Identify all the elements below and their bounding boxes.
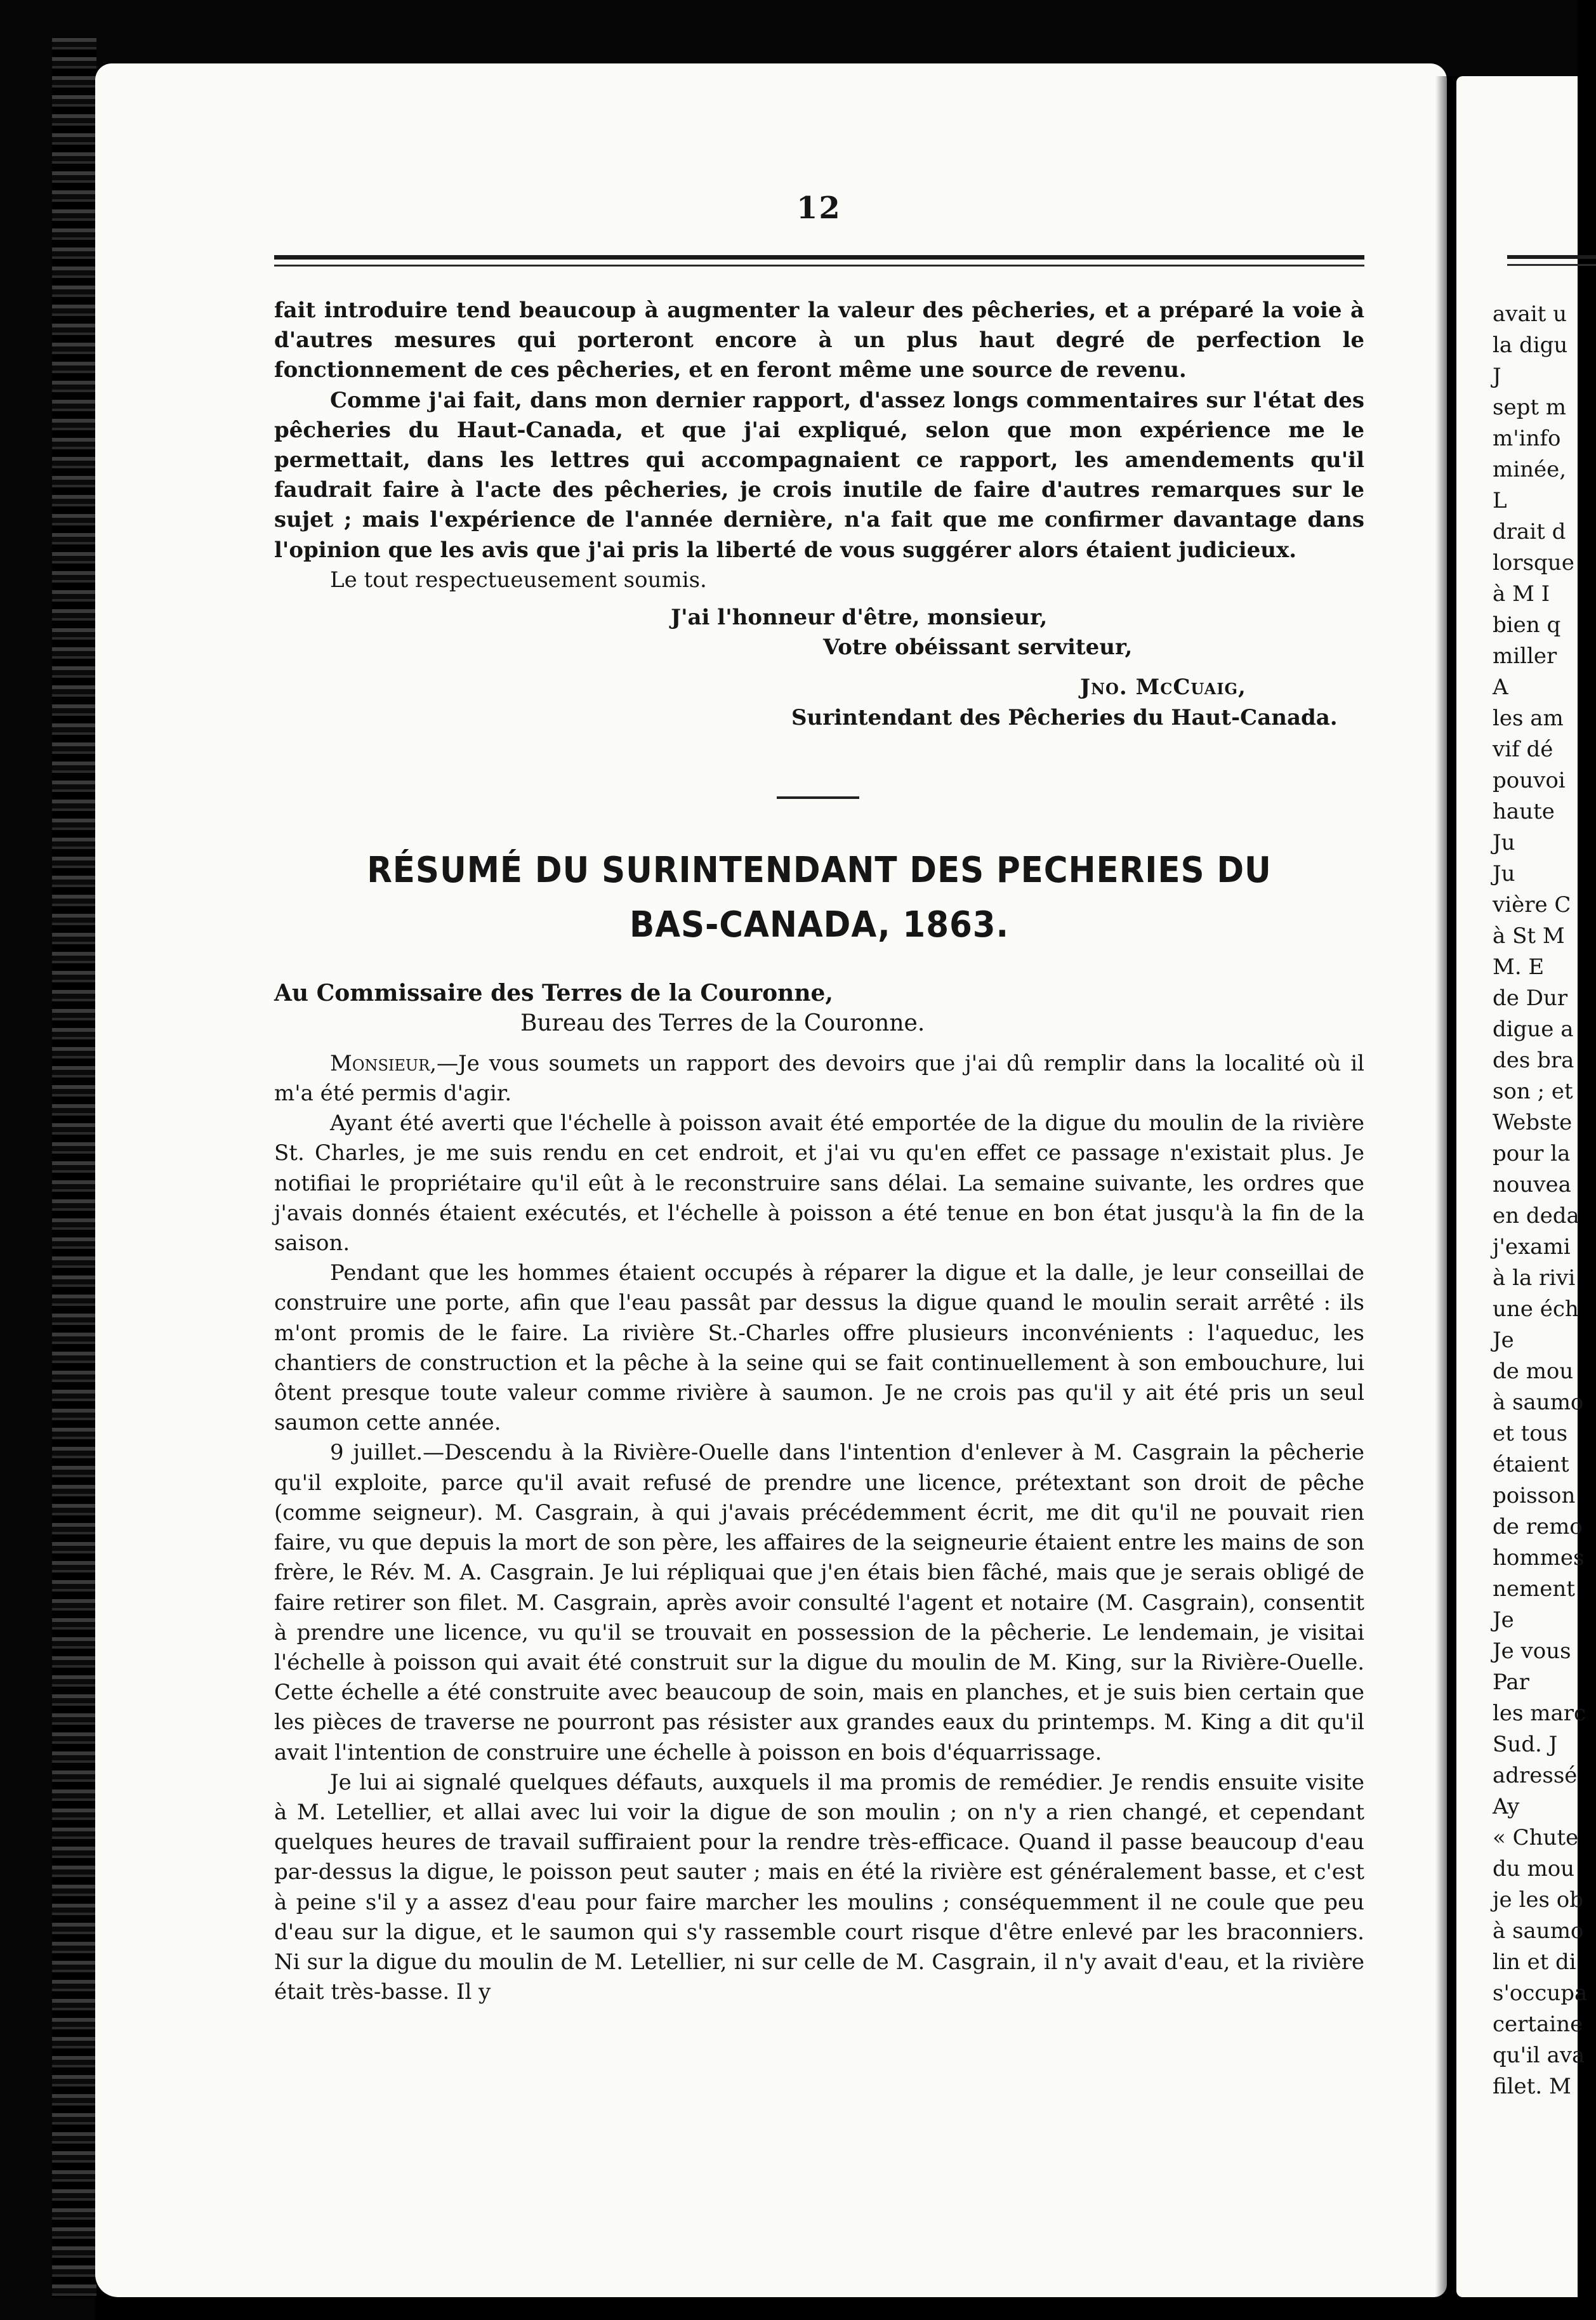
body-paragraph-1 xyxy=(274,1049,1364,1109)
section-separator xyxy=(777,796,859,799)
address-recipient: Au Commissaire des Terres de la Couronne, xyxy=(274,979,833,1006)
adjacent-text-line: qu'il ava xyxy=(1493,2043,1585,2068)
adjacent-text-line: pour la xyxy=(1493,1141,1571,1166)
adjacent-text-line: Sud. J xyxy=(1493,1732,1558,1757)
adjacent-text-line: vière C xyxy=(1493,892,1571,918)
adjacent-text-line: étaient xyxy=(1493,1452,1569,1477)
adjacent-text-line: vif dé xyxy=(1493,737,1553,762)
adjacent-text-line: drait d xyxy=(1493,519,1566,544)
header-rule-thick xyxy=(274,255,1364,260)
adjacent-text-line: Je xyxy=(1493,1607,1514,1633)
adjacent-text-line: son ; et xyxy=(1493,1079,1573,1104)
adjacent-text-line: du mou xyxy=(1493,1856,1575,1882)
adjacent-text-line: Par xyxy=(1493,1670,1529,1695)
adjacent-rule-thick xyxy=(1507,255,1596,259)
body-paragraph-5: Je lui ai signalé quelques défauts, auxquels il ma promis de remédier. Je rendis ensuite visite à M. Letellier, et allai avec lui voir la digue de son moulin ; on n'y a rien changé, et cependant quelques heures de travail suffiraient pour la rendre très-efficace. Quand il passe beaucoup d'eau par-dessus la digue, le poisson peut sauter ; mais en été la rivière est généralement basse, et c'est à peine s'il y a assez d'eau pour faire marcher les moulins ; conséquemment il ne coule que peu d'eau sur la digue, et le saumon qui s'y rassemble court risque d'être enlevé par les braconniers. Ni sur la digue du moulin de M. Letellier, ni sur celle de M. Casgrain, il n'y avait d'eau, et la rivière était très-basse. Il y xyxy=(274,1769,1364,2005)
adjacent-text-line: de remo xyxy=(1493,1514,1583,1539)
closing-servant: Votre obéissant serviteur, xyxy=(823,635,1133,661)
adjacent-text-line: certaine xyxy=(1493,2012,1583,2037)
adjacent-text-line: à la rivi xyxy=(1493,1265,1576,1291)
adjacent-text-line: digue a xyxy=(1493,1017,1574,1042)
body-paragraph-3: Pendant que les hommes étaient occupés à réparer la digue et la dalle, je leur conseillai de construire une porte, afin que l'eau passât par dessus la digue quand le moulin serait arrêté : ils m'ont promis de le faire. La rivière St.-Charles offre plusieurs inconvénients : l'aqueduc, les chantiers de construction et la pêche à la seine qui se fait continuellement à son embouchure, lui ôtent presque toute valeur comme rivière à saumon. Je ne crois pas qu'il y ait été pris un seul saumon cette année. xyxy=(274,1260,1364,1436)
adjacent-text-line: minée, xyxy=(1493,457,1567,482)
adjacent-text-line: de mou xyxy=(1493,1359,1574,1384)
adjacent-text-line: les am xyxy=(1493,706,1564,731)
adjacent-text-line: et tous xyxy=(1493,1421,1568,1446)
signature-name xyxy=(274,673,1364,702)
book-binding-edge xyxy=(52,38,96,2297)
adjacent-text-line: je les ob xyxy=(1493,1887,1583,1913)
adjacent-text-line: pouvoi xyxy=(1493,768,1566,793)
body-paragraph-1-text: —Je vous soumets un rapport des devoirs que j'ai dû remplir dans la localité où il m'a été permis d'agir. xyxy=(274,1050,1364,1107)
adjacent-text-line: poisson xyxy=(1493,1483,1576,1508)
adjacent-text-line: Ay xyxy=(1493,1794,1520,1819)
adjacent-rule-thin xyxy=(1507,264,1596,266)
adjacent-text-line: Je vous xyxy=(1493,1638,1571,1664)
adjacent-text-line: j'exami xyxy=(1493,1234,1571,1260)
closing-salutation: J'ai l'honneur d'être, monsieur, xyxy=(671,605,1048,631)
adjacent-text-line: lorsque xyxy=(1493,550,1574,576)
intro-paragraph-2: Comme j'ai fait, dans mon dernier rapport, d'assez longs commentaires sur l'état des pêcheries du Haut-Canada, et que j'ai expliqué, selon que mon expérience me le permettait, dans les lettres qui accompagnaient ce rapport, les amendements qu'il faudrait faire à l'acte des pêcheries, je crois inutile de faire d'autres remarques sur le sujet ; mais l'expérience de l'année dernière, n'a fait que me confirmer davantage dans l'opinion que les avis que j'ai pris la liberté de vous suggérer alors étaient judicieux. xyxy=(274,387,1364,563)
adjacent-text-line: filet. M xyxy=(1493,2074,1571,2099)
adjacent-text-line: sept m xyxy=(1493,395,1567,420)
body-paragraph-4: 9 juillet.—Descendu à la Rivière-Ouelle dans l'intention d'enlever à M. Casgrain la pêcherie qu'il exploite, parce qu'il avait refusé de prendre une licence, prétextant son droit de pêche (comme seigneur). M. Casgrain, à qui j'avais précédemment écrit, me dit qu'il ne pouvait rien faire, vu que depuis la mort de son père, les affaires de la seigneurie étaient entre les mains de son frère, le Rév. M. A. Casgrain. Je lui répliquai que j'en étais bien fâché, mais que je serais obligé de faire retirer son filet. M. Casgrain, après avoir consulté l'agent et notaire (M. Casgrain), consentit à prendre une licence, vu qu'il se trouvait en possession de la pêcherie. Le lendemain, je visitai l'échelle à poisson qui avait été construit sur la digue du moulin de M. King, sur la Rivière-Ouelle. Cette échelle a été construite avec beaucoup de soin, mais en planches, et je suis bien certain que les pièces de traverse ne pourront pas résister aux grandes eaux du printemps. M. King a dit qu'il avait l'intention de construire une échelle à poisson en bois d'équarrissage. xyxy=(274,1440,1364,1765)
adjacent-text-line: des bra xyxy=(1493,1048,1574,1073)
adjacent-text-line: Webste xyxy=(1493,1110,1573,1135)
signature-text: Jno. McCuaig, xyxy=(1080,675,1246,701)
header-rule-thin xyxy=(274,265,1364,267)
adjacent-text-line: hommes xyxy=(1493,1545,1585,1571)
salutation: Monsieur, xyxy=(330,1050,437,1076)
address-office: Bureau des Terres de la Couronne. xyxy=(520,1010,925,1036)
adjacent-text-line: A xyxy=(1493,675,1508,700)
adjacent-text-line: L xyxy=(1493,488,1507,513)
section-title xyxy=(318,843,1321,952)
adjacent-text-line: à M I xyxy=(1493,581,1550,607)
adjacent-text-line: à St M xyxy=(1493,923,1565,949)
adjacent-text-line: nouvea xyxy=(1493,1172,1571,1197)
adjacent-text-line: Ju xyxy=(1493,830,1515,855)
adjacent-text-line: avait u xyxy=(1493,301,1567,327)
adjacent-text-line: s'occupa xyxy=(1493,1981,1588,2006)
adjacent-text-line: Je xyxy=(1493,1328,1514,1353)
signature-title: Surintendant des Pêcheries du Haut-Canada. xyxy=(791,704,1338,730)
intro-paragraph-3: Le tout respectueusement soumis. xyxy=(330,567,707,593)
adjacent-text-line: lin et di xyxy=(1493,1949,1576,1975)
report-body xyxy=(274,1049,1364,2008)
adjacent-text-line: les marc xyxy=(1493,1701,1586,1726)
adjacent-text-line: la digu xyxy=(1493,333,1568,358)
adjacent-text-line: de Dur xyxy=(1493,985,1568,1011)
adjacent-text-line: adressé xyxy=(1493,1763,1578,1788)
adjacent-text-line: « Chute xyxy=(1493,1825,1579,1850)
adjacent-page-fragment xyxy=(1456,76,1588,2297)
adjacent-text-line: Ju xyxy=(1493,861,1515,886)
section-title-line-1: RÉSUMÉ DU SURINTENDANT DES PECHERIES DU xyxy=(367,849,1272,891)
adjacent-text-line: J xyxy=(1493,364,1501,389)
adjacent-text-line: nement xyxy=(1493,1576,1575,1602)
section-title-line-2: BAS-CANADA, 1863. xyxy=(629,904,1009,946)
adjacent-text-line: une éch xyxy=(1493,1296,1579,1322)
adjacent-text-line: haute xyxy=(1493,799,1555,824)
adjacent-text-line: bien q xyxy=(1493,612,1561,638)
adjacent-text-line: à saumo xyxy=(1493,1390,1584,1415)
page-number: 12 xyxy=(796,190,841,226)
document-page xyxy=(95,63,1447,2297)
adjacent-text-line: m'info xyxy=(1493,426,1561,451)
adjacent-text-line: en deda xyxy=(1493,1203,1580,1229)
adjacent-text-line: à saumo xyxy=(1493,1918,1584,1944)
adjacent-text-line: M. E xyxy=(1493,954,1545,980)
adjacent-text-line: miller xyxy=(1493,643,1557,669)
intro-paragraph-1: fait introduire tend beaucoup à augmenter la valeur des pêcheries, et a préparé la voie à d'autres mesures qui porteront encore à un plus haut degré de perfection le fonctionnement de ces pêcheries, et en feront même une source de revenu. xyxy=(274,298,1364,383)
body-paragraph-2: Ayant été averti que l'échelle à poisson avait été emportée de la digue du moulin de la rivière St. Charles, je me suis rendu en cet endroit, et j'ai vu qu'en effet ce passage n'existait plus. Je notifiai le propriétaire qu'il eût à le reconstruire sans délai. La semaine suivante, les ordres que j'avais donnés étaient exécutés, et l'échelle à poisson a été tenue en bon état jusqu'à la fin de la saison. xyxy=(274,1111,1364,1256)
page-content xyxy=(274,296,1364,2007)
